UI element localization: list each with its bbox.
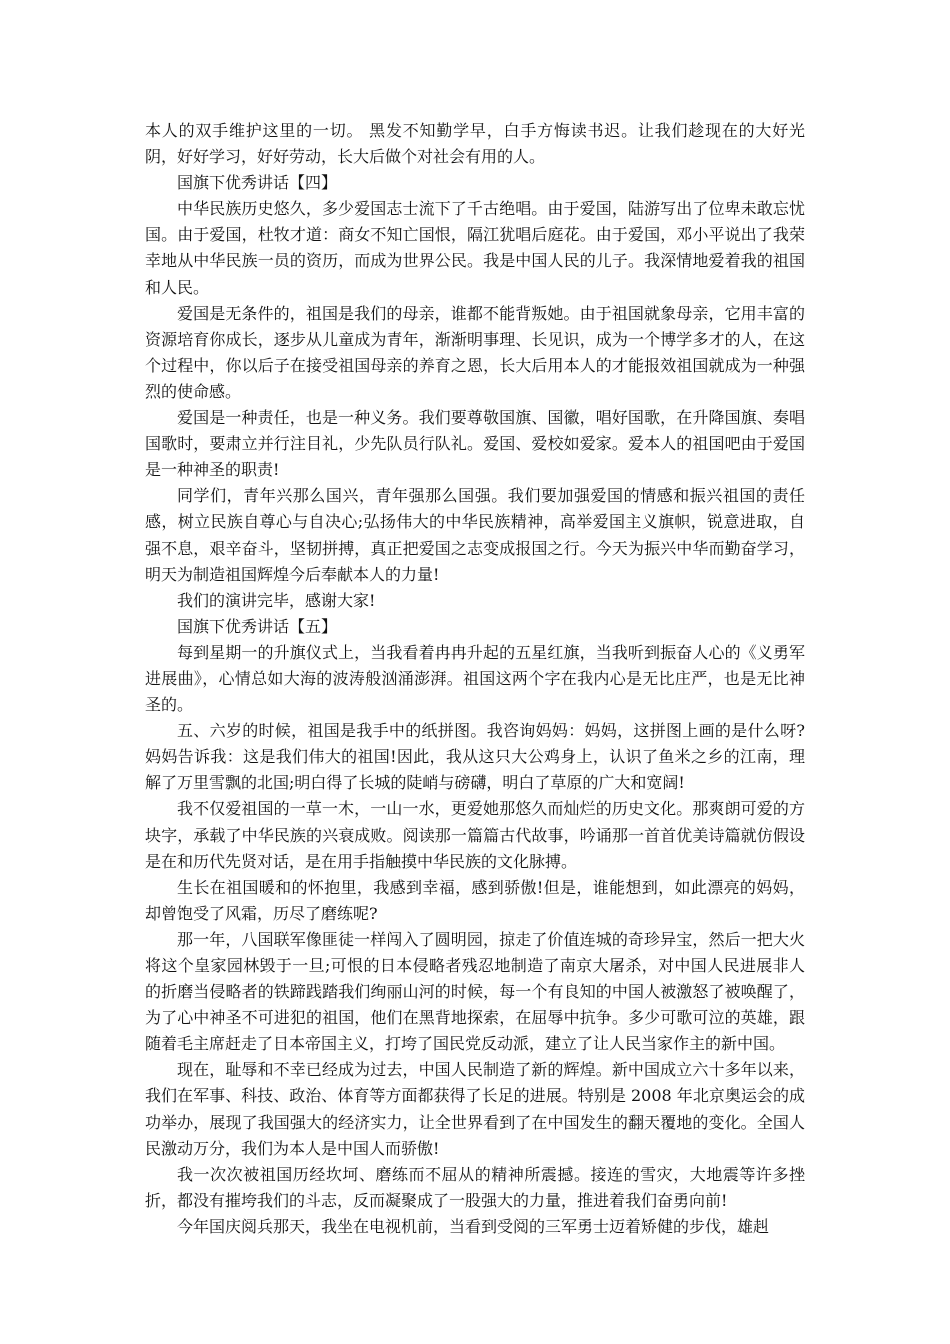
paragraph: 生长在祖国暖和的怀抱里，我感到幸福，感到骄傲!但是，谁能想到，如此漂亮的妈妈，却曾饱受了风霜，历尽了磨练呢? [145, 877, 805, 923]
document-body [145, 118, 805, 1240]
paragraph: 现在，耻辱和不幸已经成为过去，中国人民制造了新的辉煌。新中国成立六十多年以来，我们在军事、科技、政治、体育等方面都获得了长足的进展。特别是 2008 年北京奥运会的成功举办，展现了我国强大的经济实力，让全世界看到了在中国发生的翻天覆地的变化。全国人民激动万分，我们为本人是中国人而骄傲! [145, 1060, 805, 1158]
paragraph: 同学们，青年兴那么国兴，青年强那么国强。我们要加强爱国的情感和振兴祖国的责任感，树立民族自尊心与自决心;弘扬伟大的中华民族精神，高举爱国主义旗帜，锐意进取，自强不息，艰辛奋斗，坚韧拼搏，真正把爱国之志变成报国之行。今天为振兴中华而勤奋学习，明天为制造祖国辉煌今后奉献本人的力量! [145, 486, 805, 584]
paragraph: 每到星期一的升旗仪式上，当我看着冉冉升起的五星红旗，当我听到振奋人心的《义勇军进展曲》，心情总如大海的波涛般汹涌澎湃。祖国这两个字在我内心是无比庄严，也是无比神圣的。 [145, 642, 805, 715]
paragraph: 爱国是一种责任，也是一种义务。我们要尊敬国旗、国徽，唱好国歌，在升降国旗、奏唱国歌时，要肃立并行注目礼，少先队员行队礼。爱国、爱校如爱家。爱本人的祖国吧由于爱国是一种神圣的职责! [145, 408, 805, 480]
paragraph: 我不仅爱祖国的一草一木，一山一水，更爱她那悠久而灿烂的历史文化。那爽朗可爱的方块字，承载了中华民族的兴衰成败。阅读那一篇篇古代故事，吟诵那一首首优美诗篇就仿假设是在和历代先贤对话，是在用手指触摸中华民族的文化脉搏。 [145, 799, 805, 871]
paragraph: 爱国是无条件的，祖国是我们的母亲，谁都不能背叛她。由于祖国就象母亲，它用丰富的资源培育你成长，逐步从儿童成为青年，渐渐明事理、长见识，成为一个博学多才的人，在这个过程中，你以后子在接受祖国母亲的养育之恩，长大后用本人的才能报效祖国就成为一种强烈的使命感。 [145, 303, 805, 401]
paragraph: 那一年，八国联军像匪徒一样闯入了圆明园，掠走了价值连城的奇珍异宝，然后一把大火将这个皇家园林毁于一旦;可恨的日本侵略者残忍地制造了南京大屠杀，对中国人民进展非人的折磨当侵略者的铁蹄践踏我们绚丽山河的时候，每一个有良知的中国人被激怒了被唤醒了，为了心中神圣不可进犯的祖国，他们在黑背地探索，在屈辱中抗争。多少可歌可泣的英雄，跟随着毛主席赶走了日本帝国主义，打垮了国民党反动派，建立了让人民当家作主的新中国。 [145, 929, 805, 1054]
paragraph: 五、六岁的时候，祖国是我手中的纸拼图。我咨询妈妈：妈妈，这拼图上画的是什么呀?妈妈告诉我：这是我们伟大的祖国!因此，我从这只大公鸡身上，认识了鱼米之乡的江南，理解了万里雪飘的北国;明白得了长城的陡峭与磅礴，明白了草原的广大和宽阔! [145, 721, 805, 793]
paragraph-continuation: 本人的双手维护这里的一切。 黑发不知勤学早，白手方悔读书迟。让我们趁现在的大好光阴，好好学习，好好劳动，长大后做个对社会有用的人。 [145, 121, 805, 167]
paragraph: 我们的演讲完毕，感谢大家! [177, 590, 376, 610]
paragraph: 今年国庆阅兵那天，我坐在电视机前，当看到受阅的三军勇士迈着矫健的步伐，雄赳 [177, 1216, 770, 1236]
paragraph: 我一次次被祖国历经坎坷、磨练而不屈从的精神所震撼。接连的雪灾，大地震等许多挫折，都没有摧垮我们的斗志，反而凝聚成了一股强大的力量，推进着我们奋勇向前! [145, 1164, 805, 1210]
paragraph: 中华民族历史悠久，多少爱国志士流下了千古绝唱。由于爱国，陆游写出了位卑未敢忘忧国。由于爱国，杜牧才道：商女不知亡国恨，隔江犹唱后庭花。由于爱国，邓小平说出了我荣幸地从中华民族一员的资历，而成为世界公民。我是中国人民的儿子。我深情地爱着我的祖国和人民。 [145, 199, 805, 297]
section-heading-five: 国旗下优秀讲话【五】 [177, 616, 338, 636]
section-heading-four: 国旗下优秀讲话【四】 [177, 173, 338, 193]
